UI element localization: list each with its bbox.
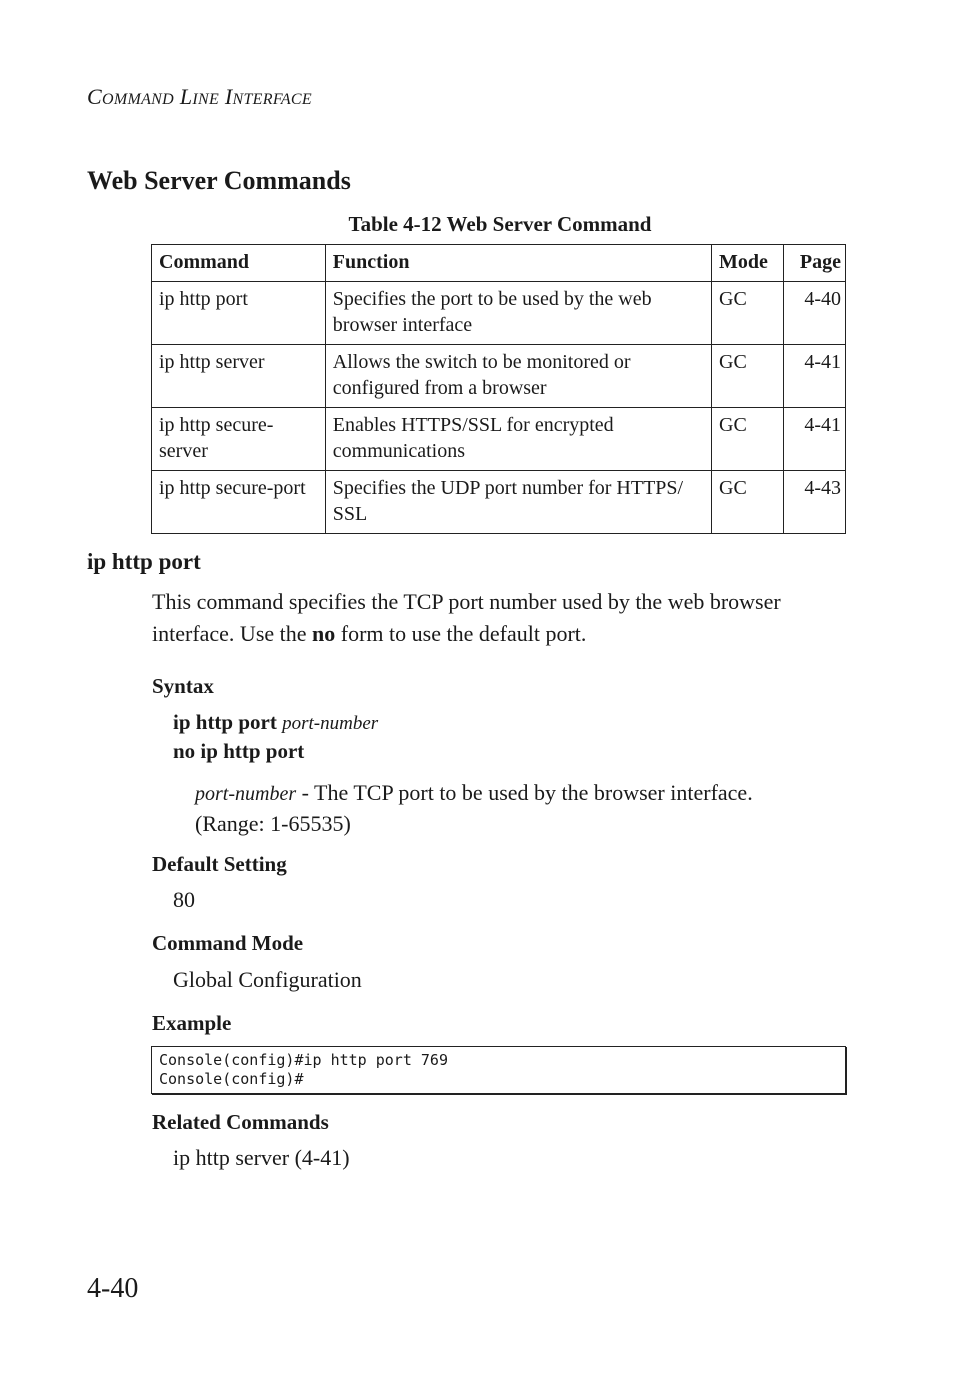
parameter-description: port-number - The TCP port to be used by the browser interface. (Range: 1-65535) bbox=[195, 780, 753, 836]
cell-command: ip http secure-port bbox=[152, 471, 326, 534]
command-table bbox=[151, 244, 846, 534]
header-mode: Mode bbox=[712, 245, 784, 282]
table-row bbox=[152, 471, 846, 534]
cell-function: Specifies the port to be used by the web browser interface bbox=[325, 282, 711, 345]
syntax-line-1: ip http port port-number bbox=[173, 710, 379, 734]
header-command: Command bbox=[152, 245, 326, 282]
syntax-line-2: no ip http port bbox=[173, 739, 305, 763]
cell-mode: GC bbox=[712, 345, 784, 408]
table-header-row bbox=[152, 245, 846, 282]
table-row bbox=[152, 282, 846, 345]
command-title: ip http port bbox=[87, 549, 201, 574]
table-row bbox=[152, 345, 846, 408]
table-row bbox=[152, 408, 846, 471]
header-page: Page bbox=[784, 245, 846, 282]
example-heading: Example bbox=[152, 1011, 232, 1035]
cell-mode: GC bbox=[712, 408, 784, 471]
cell-command: ip http secure-server bbox=[152, 408, 326, 471]
code-line: Console(config)# bbox=[159, 1070, 304, 1088]
cell-page: 4-41 bbox=[784, 345, 846, 408]
cell-page: 4-40 bbox=[784, 282, 846, 345]
syntax-heading: Syntax bbox=[152, 674, 214, 698]
running-head: COMMAND LINE INTERFACE bbox=[87, 84, 312, 109]
command-mode-value: Global Configuration bbox=[173, 967, 362, 992]
section-title: Web Server Commands bbox=[87, 166, 351, 195]
table-caption: Table 4-12 Web Server Command bbox=[348, 212, 652, 236]
cell-page: 4-43 bbox=[784, 471, 846, 534]
cell-command: ip http server bbox=[152, 345, 326, 408]
default-setting-heading: Default Setting bbox=[152, 852, 287, 876]
command-description: This command specifies the TCP port number used by the web browser interface. Use the no form to use the default port. bbox=[152, 589, 781, 646]
cell-function: Enables HTTPS/SSL for encrypted communications bbox=[325, 408, 711, 471]
code-line: Console(config)#ip http port 769 bbox=[159, 1051, 448, 1069]
example-code bbox=[151, 1046, 846, 1094]
default-setting-value: 80 bbox=[173, 887, 195, 912]
cell-mode: GC bbox=[712, 471, 784, 534]
cell-command: ip http port bbox=[152, 282, 326, 345]
cell-mode: GC bbox=[712, 282, 784, 345]
cell-function: Specifies the UDP port number for HTTPS/ SSL bbox=[325, 471, 711, 534]
cell-function: Allows the switch to be monitored or configured from a browser bbox=[325, 345, 711, 408]
related-command-link[interactable]: ip http server (4-41) bbox=[173, 1145, 350, 1170]
page-number: 4-40 bbox=[87, 1273, 139, 1304]
cell-page: 4-41 bbox=[784, 408, 846, 471]
related-commands-heading: Related Commands bbox=[152, 1110, 329, 1134]
command-mode-heading: Command Mode bbox=[152, 931, 304, 955]
header-function: Function bbox=[325, 245, 711, 282]
